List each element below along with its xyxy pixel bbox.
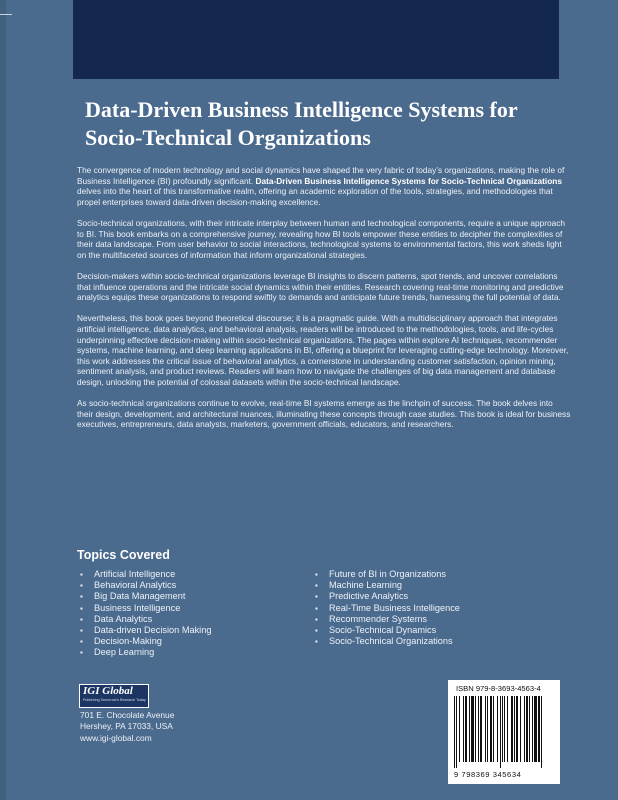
book-title [85,96,565,152]
address-street: 701 E. Chocolate Avenue [80,710,175,720]
topic-item: ▪ Deep Learning [80,647,310,658]
topic-item: ▪ Artificial Intelligence [80,569,310,580]
p1-text-a: The convergence of modern technology and social dynamics have shaped the very fabric of today’s organizations, making the role of Business Intelligence (BI) profoundly significant. [77,165,565,186]
description-paragraph-1 [77,165,571,207]
header-panel [73,0,559,79]
logo-wordmark: IGI Global [83,685,133,697]
topic-item: ▪ Future of BI in Organizations [315,569,545,580]
barcode-icon [453,696,555,768]
description-paragraph-3: Decision-makers within socio-technical organizations leverage BI insights to discern patterns, spot trends, and uncover correlations that influence operations and the intricate social dynamics within their entities. Research covering real-time monitoring and predictive analytics equips these organizations to respond swiftly to demands and anticipate future trends, harnessing the full potential of data. [77,270,564,303]
description-paragraph-5: As socio-technical organizations continue to evolve, real-time BI systems emerge as the linchpin of success. The book delves into their design, development, and architectural nuances, illuminating these concepts through case studies. This book is ideal for business executives, entrepreneurs, data analysts, marketers, government officials, educators, and researchers. [77,398,571,430]
isbn-number: ISBN 979-8-3693-4563-4 [456,684,541,693]
isbn-barcode-panel [448,680,560,784]
topics-heading: Topics Covered [77,548,170,562]
topics-list-left [80,569,310,659]
description-paragraph-4: Nevertheless, this book goes beyond theoretical discourse; it is a pragmatic guide. With a multidisciplinary approach that integrates artificial intelligence, data analytics, and behavioral analysis, readers will be introduced to the methodologies, tools, and life-cycles underpinning effective decision-making within socio-technical organizations. The pages within explore AI techniques, recommender systems, machine learning, and deep learning applications in BI, offering a blueprint for leveraging cutting-edge technology. Moreover, this work addresses the critical issue of behavioral analytics, a cornerstone in understanding customer satisfaction, opinion mining, sentiment analysis, and product reviews. Readers will learn how to navigate the challenges of big data management and database design, unlocking the potential of colossal datasets within the socio-technical landscape. [77,313,569,387]
topic-item: ▪ Big Data Management [80,591,310,602]
topic-item: ▪ Machine Learning [315,580,545,591]
publisher-website: www.igi-global.com [80,732,152,743]
topic-item: ▪ Predictive Analytics [315,591,545,602]
topic-item: ▪ Data-driven Decision Making [80,625,310,636]
book-description [77,165,571,440]
spine-edge [0,0,6,800]
topic-item: ▪ Behavioral Analytics [80,580,310,591]
topic-item: ▪ Socio-Technical Organizations [315,636,545,647]
p1-text-b: delves into the heart of this transformative realm, offering an academic exploration of the tools, strategies, and methodologies that propel enterprises toward data-driven decision-making excellence. [77,186,553,207]
topic-item: ▪ Business Intelligence [80,603,310,614]
logo-tagline: Publishing Tomorrow's Research Today [83,698,146,702]
barcode-digits: 9 798369 345634 [454,770,522,779]
topic-item: ▪ Recommender Systems [315,614,545,625]
publisher-address [80,710,174,744]
address-city: Hershey, PA 17033, USA [80,721,173,732]
topic-item: ▪ Real-Time Business Intelligence [315,603,545,614]
topic-item: ▪ Decision-Making [80,636,310,647]
topic-item: ▪ Data Analytics [80,614,310,625]
book-title-line2: Socio-Technical Organizations [85,125,371,150]
topics-list-right [315,569,545,647]
publisher-logo [79,684,149,708]
crop-mark [0,14,12,15]
book-title-line1: Data-Driven Business Intelligence Systems for [85,97,518,122]
topic-item: ▪ Socio-Technical Dynamics [315,625,545,636]
p1-book-title: Data-Driven Business Intelligence Systems for Socio-Technical Organizations [255,175,562,186]
description-paragraph-2: Socio-technical organizations, with their intricate interplay between human and technological components, require a unique approach to BI. This book embarks on a comprehensive journey, revealing how BI tools empower these entities to decipher the complexities of their data landscape. From user behavior to social interactions, technological systems to environmental factors, this work sheds light on the multifaceted sources of information that inform organizational strategies. [77,217,565,260]
